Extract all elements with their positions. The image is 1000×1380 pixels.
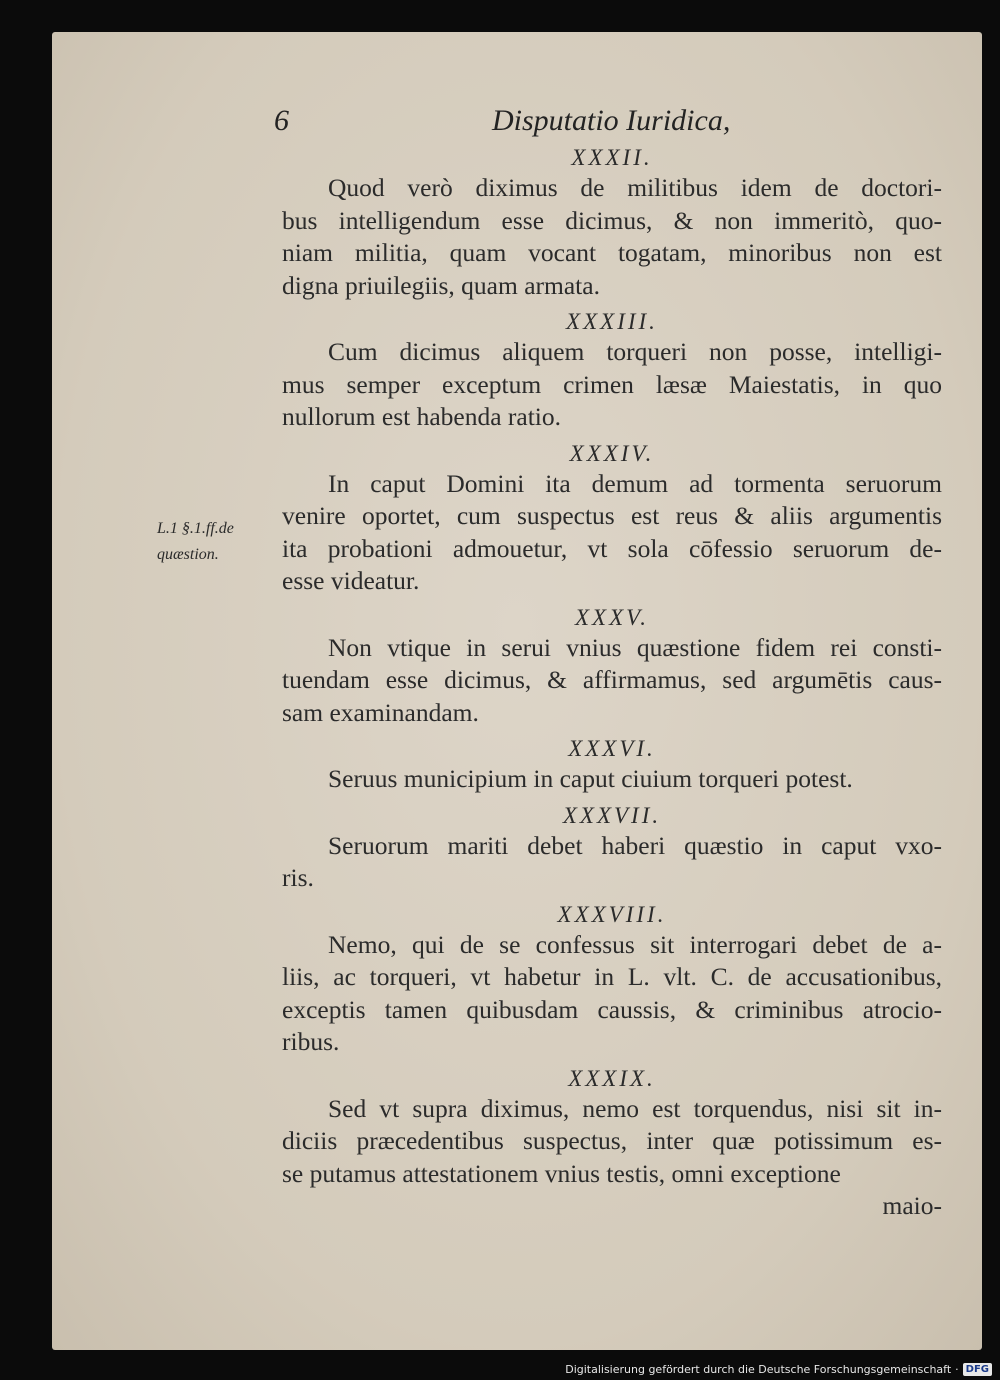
section-number: XXXVII. xyxy=(562,802,662,828)
margin-note xyxy=(157,516,267,568)
text-line: ita probationi admouetur, vt sola cōfessio seruorum de- xyxy=(282,533,942,563)
paragraph xyxy=(282,929,942,1059)
section-number: XXXIII. xyxy=(566,309,658,334)
section-number: XXXV. xyxy=(575,604,649,630)
paragraph xyxy=(282,336,942,434)
text-line: ribus. xyxy=(282,1027,340,1056)
text-line: esse videatur. xyxy=(282,566,420,595)
text-line: In caput Domini ita demum ad tormenta seruorum xyxy=(328,468,942,498)
paragraph xyxy=(282,763,942,796)
paragraph xyxy=(282,632,942,730)
paragraph xyxy=(282,1093,942,1191)
section-number: XXXIX. xyxy=(568,1065,656,1091)
text-line: liis, ac torqueri, vt habetur in L. vlt. C. de accusationibus, xyxy=(282,962,942,991)
section-number: XXXVI. xyxy=(568,736,656,761)
text-line: bus intelligendum esse dicimus, & non immeritò, quo- xyxy=(282,205,942,235)
text-line: niam militia, quam vocant togatam, minoribus non est xyxy=(282,238,942,267)
section-number: XXXIV. xyxy=(569,440,655,466)
text-line: exceptis tamen quibusdam caussis, & criminibus atrocio- xyxy=(282,994,942,1024)
text-line: venire oportet, cum suspectus est reus & aliis argumentis xyxy=(282,501,942,530)
paragraph xyxy=(282,172,942,302)
paragraph xyxy=(282,468,942,598)
text-line: nullorum est habenda ratio. xyxy=(282,402,562,431)
running-title: Disputatio Iuridica, xyxy=(492,104,731,137)
section-number: XXXVIII. xyxy=(557,901,667,927)
dfg-logo: DFG xyxy=(963,1363,992,1376)
text-line: Non vtique in serui vnius quæstione fidem rei consti- xyxy=(328,632,942,662)
text-line: Seruorum mariti debet haberi quæstio in caput vxo- xyxy=(328,830,942,860)
text-line: Seruus municipium in caput ciuium torqueri potest. xyxy=(328,764,853,793)
body-text xyxy=(282,138,942,1223)
text-line: se putamus attestationem vnius testis, omni exceptione xyxy=(282,1158,841,1188)
text-line: Sed vt supra diximus, nemo est torquendus, nisi sit in- xyxy=(328,1093,942,1123)
paragraph xyxy=(282,830,942,895)
text-line: Cum dicimus aliquem torqueri non posse, intelligi- xyxy=(328,337,942,366)
catchword: maio- xyxy=(882,1191,942,1220)
footer-credit: Digitalisierung gefördert durch die Deutsche Forschungsgemeinschaft · DFG xyxy=(565,1360,992,1378)
text-line: sam examinandam. xyxy=(282,697,479,727)
page-number: 6 xyxy=(274,104,289,137)
text-line: Quod verò diximus de militibus idem de doctori- xyxy=(328,173,942,202)
margin-note-line: quæstion. xyxy=(157,546,219,563)
margin-note-line: L.1 §.1.ff.de xyxy=(157,520,234,537)
text-line: digna priuilegiis, quam armata. xyxy=(282,270,600,300)
text-line: tuendam esse dicimus, & affirmamus, sed argumētis caus- xyxy=(282,665,942,694)
text-line: ris. xyxy=(282,863,314,892)
text-line: Nemo, qui de se confessus sit interrogari debet de a- xyxy=(328,929,942,959)
text-line: mus semper exceptum crimen læsæ Maiestatis, in quo xyxy=(282,369,942,399)
section-number: XXXII. xyxy=(571,145,653,170)
text-line: diciis præcedentibus suspectus, inter quæ potissimum es- xyxy=(282,1126,942,1155)
footer-credit-text: Digitalisierung gefördert durch die Deutsche Forschungsgemeinschaft xyxy=(565,1362,952,1376)
